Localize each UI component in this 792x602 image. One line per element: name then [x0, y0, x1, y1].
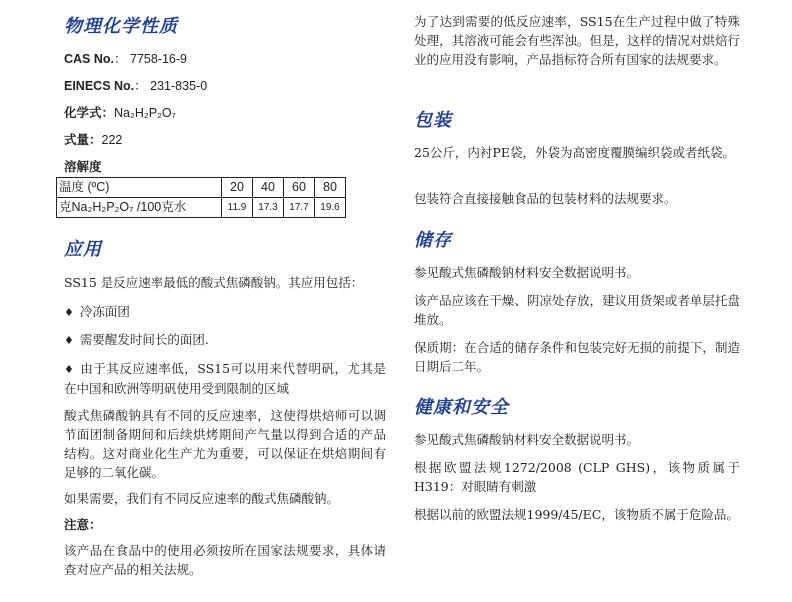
packaging-paragraph: 包装符合直接接触食品的包装材料的法规要求。: [414, 191, 677, 206]
bullet-icon: ♦: [64, 334, 74, 347]
temperature-cell: 60: [284, 178, 315, 198]
bullet-icon: ♦: [64, 363, 75, 376]
cas-separator: ：: [114, 52, 127, 66]
einecs-value: 231-835-0: [150, 79, 208, 93]
solubility-table: [56, 177, 346, 218]
properties-heading: 物理化学性质: [64, 16, 178, 37]
weight-value: 222: [101, 133, 123, 147]
formula-label: 化学式：: [64, 106, 115, 120]
weight-label: 式量：: [64, 133, 102, 147]
formula-line: [64, 104, 176, 123]
cas-label: CAS No.: [64, 52, 114, 66]
solubility-label: 溶解度: [64, 160, 102, 174]
formula-value: Na₂H₂P₂O₇: [114, 106, 176, 120]
storage-heading: 储存: [414, 230, 452, 251]
bullet-text: 冷冻面团: [79, 304, 130, 319]
solubility-cell: 17.3: [253, 198, 284, 218]
solubility-unit-label: 克Na₂H₂P₂O₇ /100克水: [57, 198, 222, 218]
application-heading: 应用: [64, 239, 102, 260]
storage-paragraph: 保质期：在合适的储存条件和包装完好无损的前提下，制造日期后二年。: [414, 340, 740, 374]
health-heading: 健康和安全: [414, 397, 509, 418]
packaging-heading: 包装: [414, 110, 452, 131]
weight-line: [64, 131, 122, 150]
application-intro: SS15 是反应速率最低的酸式焦磷酸钠。其应用包括：: [64, 275, 364, 290]
table-row: [57, 178, 346, 198]
application-paragraph: 酸式焦磷酸钠具有不同的反应速率，这使得烘焙师可以调节面团制备期间和后续烘烤期间产气量以得到合适的产品结构。这对商业化生产尤为重要，可以保证在烘焙期间有足够的二氧化碳。: [64, 408, 386, 480]
intro-paragraph: 为了达到需要的低反应速率，SS15在生产过程中做了特殊处理，其溶液可能会有些浑浊。但是，这样的情况对烘焙行业的应用没有影响，产品指标符合所有国家的法规要求。: [414, 14, 740, 67]
temperature-cell: 80: [315, 178, 346, 198]
temperature-cell: 20: [222, 178, 253, 198]
note-text: 该产品在食品中的使用必须按所在国家法规要求，具体请查对应产品的相关法规。: [64, 543, 386, 577]
storage-paragraph: 参见酸式焦磷酸钠材料安全数据说明书。: [414, 265, 640, 280]
bullet-text: 需要醒发时间长的面团.: [79, 332, 209, 347]
packaging-paragraph: 25公斤，内衬PE袋，外袋为高密度覆膜编织袋或者纸袋。: [414, 145, 735, 160]
einecs-separator: ：: [134, 79, 147, 93]
temperature-cell: 40: [253, 178, 284, 198]
temperature-label: 温度 (ºC): [57, 178, 222, 198]
storage-paragraph: 该产品应该在干燥、阴凉处存放，建议用货架或者单层托盘堆放。: [414, 293, 740, 327]
einecs-label: EINECS No.: [64, 79, 135, 93]
application-paragraph: 如果需要，我们有不同反应速率的酸式焦磷酸钠。: [64, 491, 340, 506]
cas-line: [64, 50, 187, 69]
einecs-line: [64, 77, 207, 96]
list-item: [64, 330, 386, 350]
health-paragraph: 根据欧盟法规1272/2008 (CLP GHS)，该物质属于H319：对眼睛有刺激: [414, 460, 740, 494]
bullet-icon: ♦: [64, 306, 74, 319]
bullet-text: 由于其反应速率低，SS15可以用来代替明矾，尤其是在中国和欧洲等明矾使用受到限制的区域: [64, 361, 386, 396]
solubility-cell: 17.7: [284, 198, 315, 218]
list-item: [64, 359, 386, 398]
list-item: [64, 302, 386, 322]
table-row: [57, 198, 346, 218]
health-paragraph: 参见酸式焦磷酸钠材料安全数据说明书。: [414, 432, 640, 447]
solubility-cell: 11.9: [222, 198, 253, 218]
cas-value: 7758-16-9: [130, 52, 187, 66]
note-label: 注意：: [64, 517, 102, 532]
health-paragraph: 根据以前的欧盟法规1999/45/EC，该物质不属于危险品。: [414, 507, 739, 522]
solubility-cell: 19.6: [315, 198, 346, 218]
